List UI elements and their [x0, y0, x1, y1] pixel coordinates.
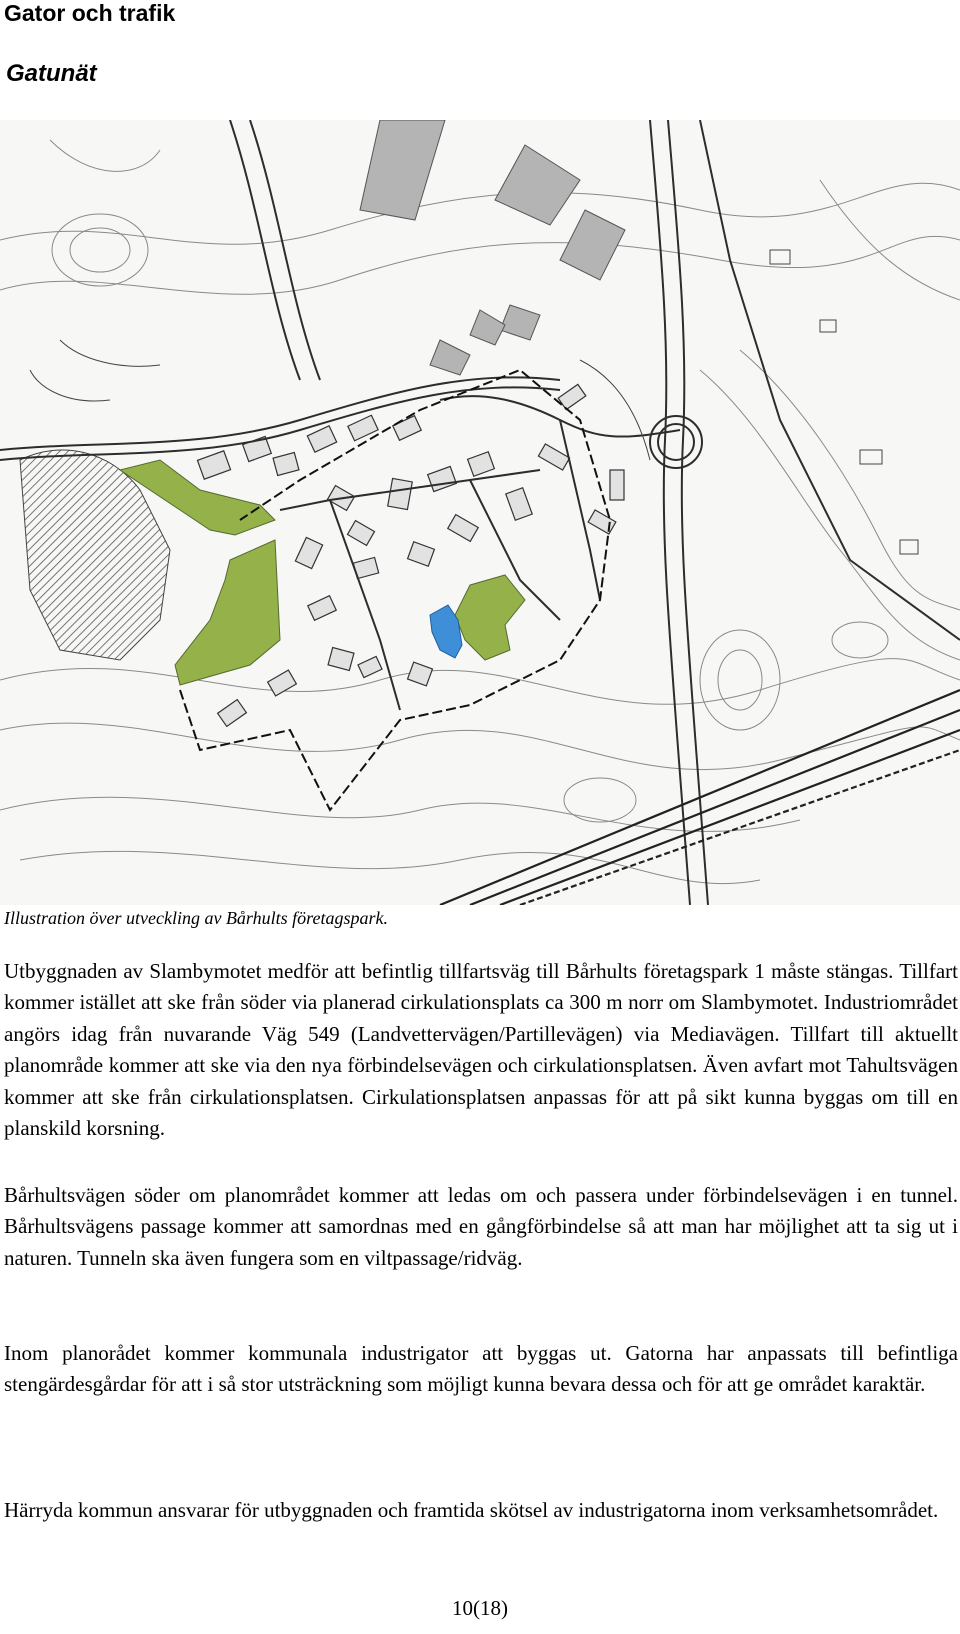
- paragraph-4: Härryda kommun ansvarar för utbyggnaden och framtida skötsel av industrigatorna inom verksamhetsområdet.: [4, 1498, 939, 1522]
- site-plan-map: [0, 120, 960, 905]
- paragraph-2: Bårhultsvägen söder om planområdet kommer att ledas om och passera under förbindelsevägen i en tunnel. Bårhultsvägens passage kommer att samordnas med en gångförbindelse så att man har möjlighet att ta sig ut i naturen. Tunneln ska även fungera som en viltpassage/ridväg.: [4, 1183, 958, 1270]
- paragraph-3: Inom planorådet kommer kommunala industrigator att byggas ut. Gatorna har anpassats till befintliga stengärdesgårdar för att i så stor utsträckning som möjligt kunna bevara dessa och för att ge området karaktär.: [4, 1341, 958, 1397]
- paragraph-1: Utbyggnaden av Slambymotet medför att befintlig tillfartsväg till Bårhults företagspark 1 måste stängas. Tillfart kommer istället att ske från söder via planerad cirkulationsplats ca 300 m norr om Slambymotet. Industriområdet angörs idag från nuvarande Väg 549 (Landvettervägen/Partillevägen) via Mediavägen. Tillfart till aktuellt planområde kommer att ske via den nya förbindelsevägen och cirkulationsplatsen. Även avfart mot Tahultsvägen kommer att ske från cirkulationsplatsen. Cirkulationsplatsen anpassas för att på sikt kunna byggas om till en planskild korsning.: [4, 959, 958, 1141]
- figure-caption: Illustration över utveckling av Bårhults företagspark.: [4, 908, 388, 928]
- page-number: 10(18): [452, 1596, 508, 1620]
- misc-features: [30, 250, 918, 554]
- railway: [440, 690, 960, 905]
- buildings-grey: [360, 120, 625, 375]
- green-areas: [120, 460, 525, 685]
- section-heading: Gator och trafik: [4, 0, 176, 26]
- subsection-heading: Gatunät: [6, 60, 97, 87]
